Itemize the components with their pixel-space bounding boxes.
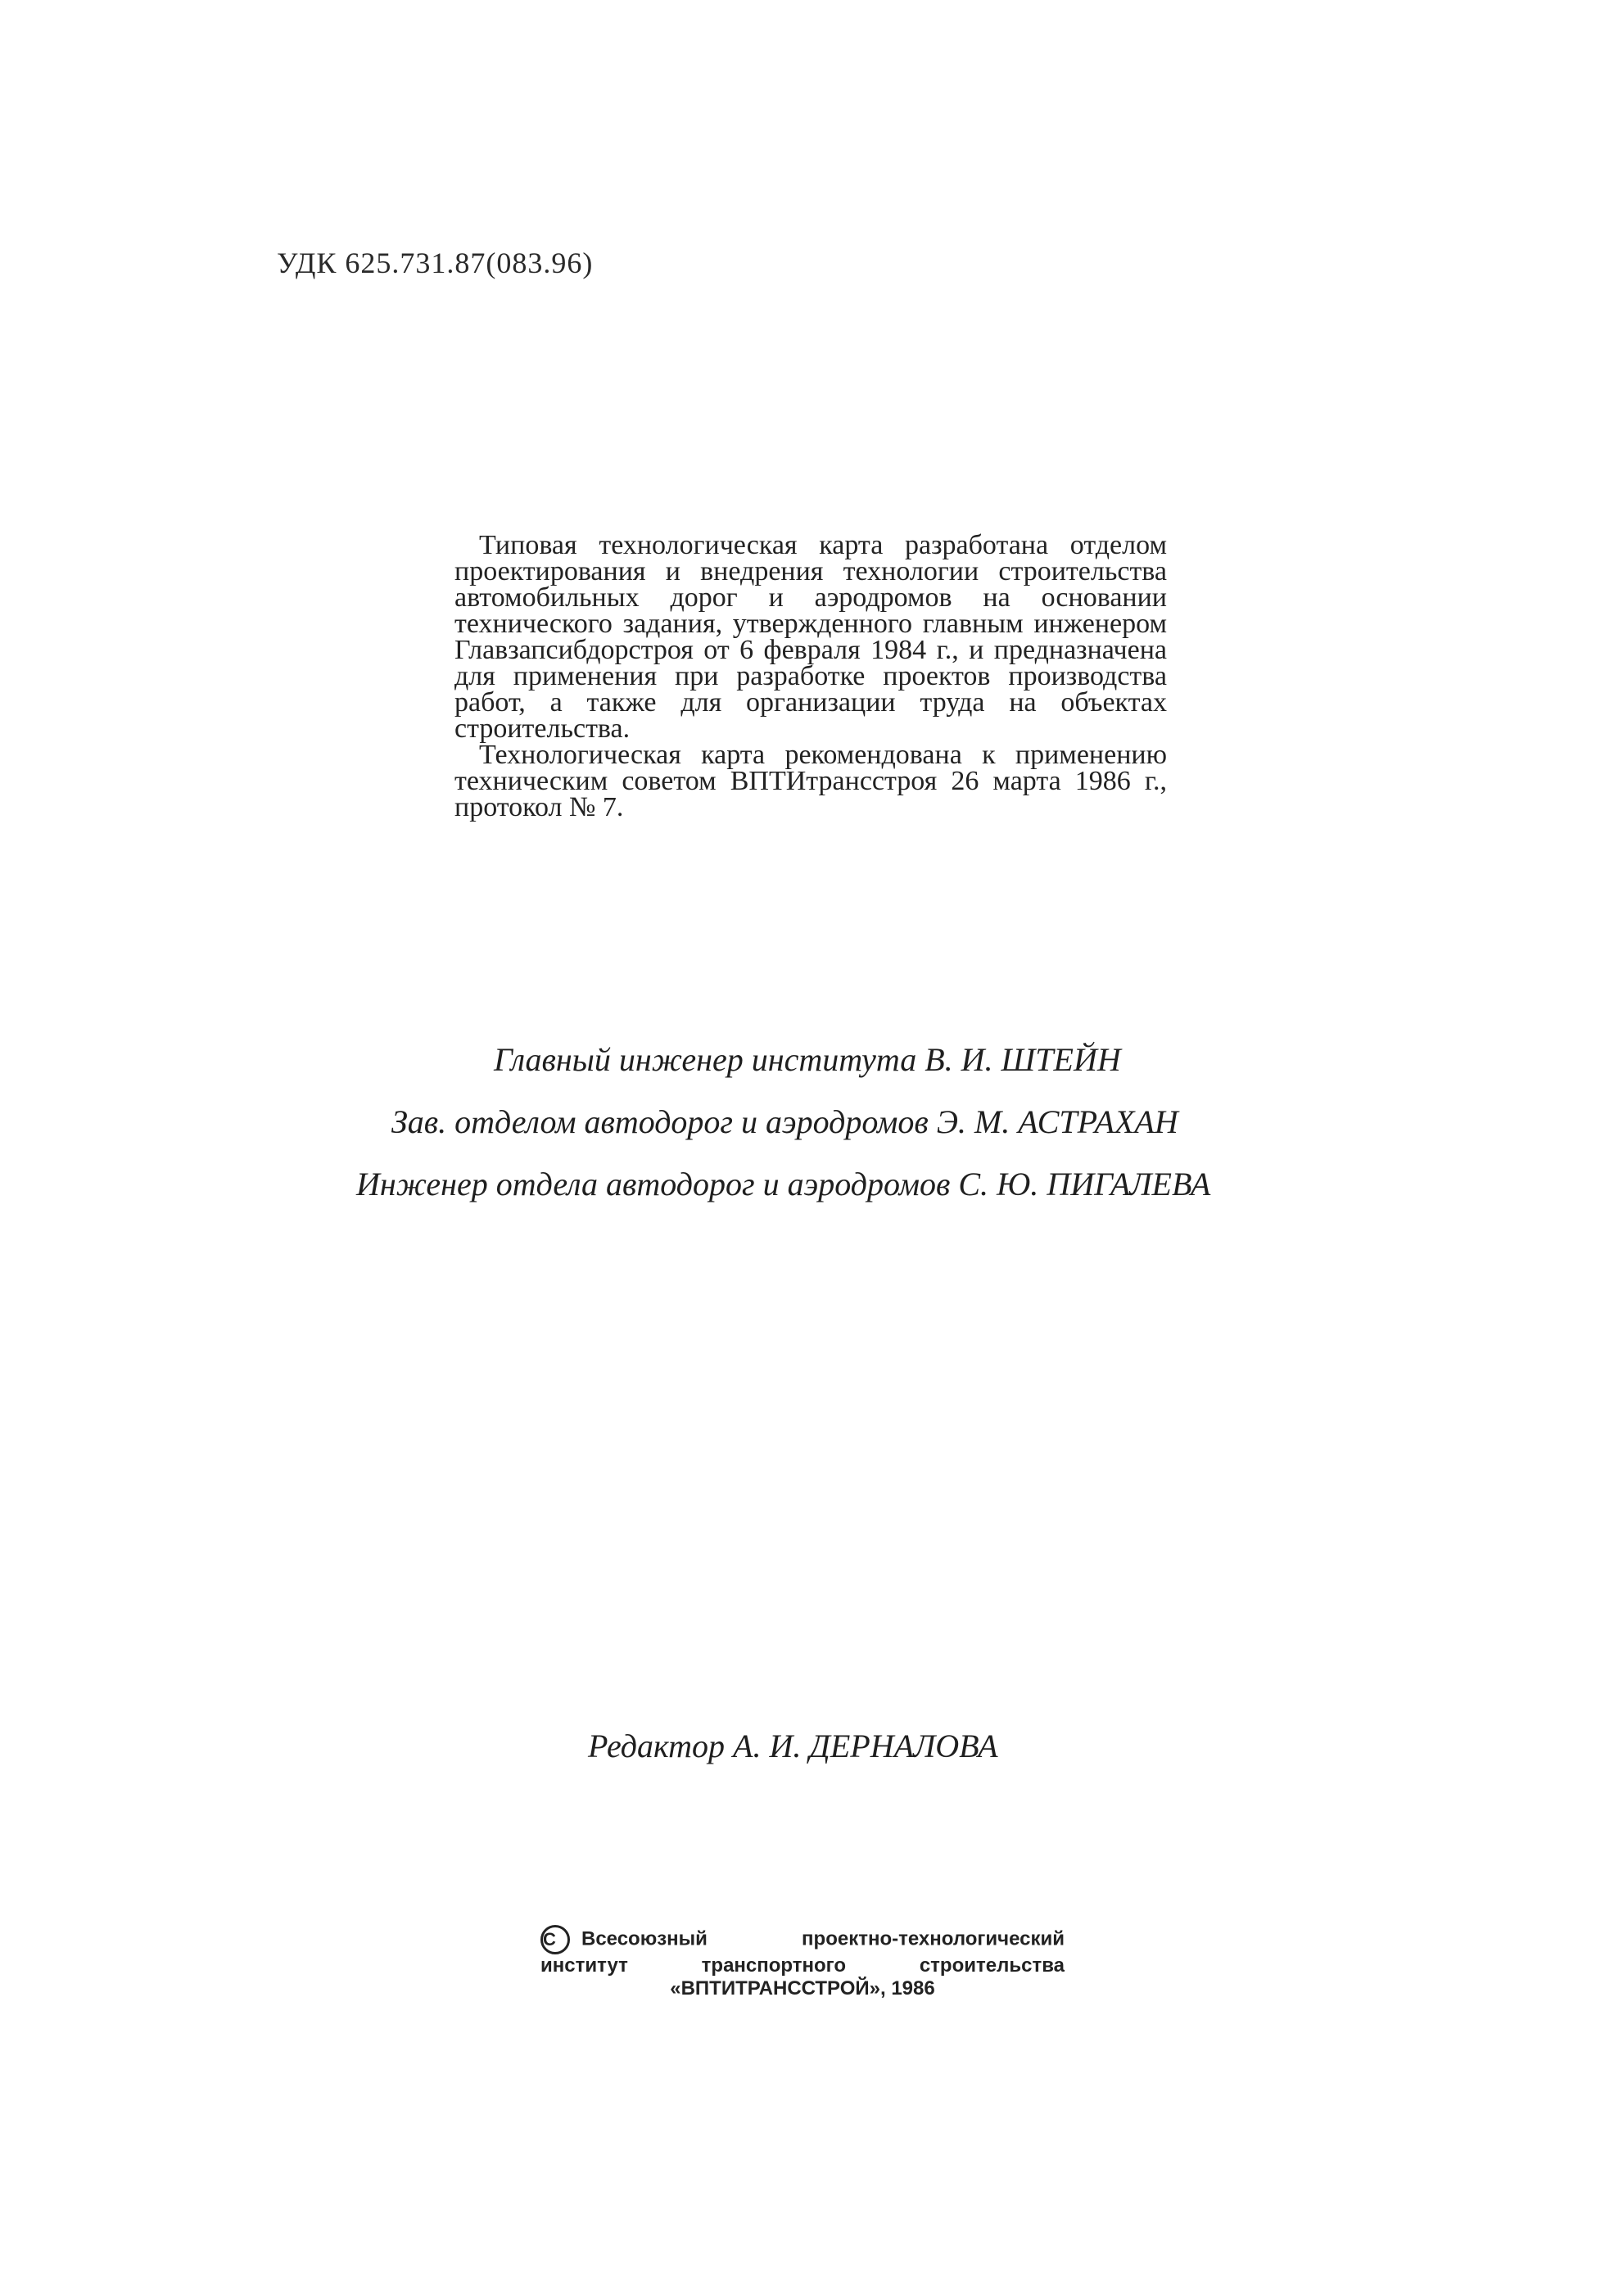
editor-credit: Редактор А. И. ДЕРНАЛОВА [588, 1728, 998, 1764]
credit-department-head: Зав. отделом автодорог и аэродромов Э. М. АСТРАХАН [391, 1103, 1178, 1140]
credit-chief-engineer: Главный инженер института В. И. ШТЕЙН [494, 1041, 1121, 1078]
credit-engineer: Инженер отдела автодорог и аэродромов С. Ю. ПИГАЛЕВА [356, 1166, 1211, 1202]
copyright-icon: C [540, 1925, 570, 1954]
udk-code: УДК 625.731.87(083.96) [277, 247, 594, 279]
copyright-block [540, 1925, 1065, 2000]
abstract-paragraph-1: Типовая технологическая карта разработана отделом проектирования и внедрения технологии строительства автомобильных дорог и аэродромов на основании технического задания, утвержденного главным инженером Главзапсибдорстроя от 6 февраля 1984 г., и предназначена для применения при разработке проектов производства работ, а также для организации труда на объектах строительства. [454, 530, 1167, 744]
copyright-line-1: Всесоюзный проектно-технологический [581, 1927, 1065, 1950]
copyright-line-3: «ВПТИТРАНССТРОЙ», 1986 [670, 1977, 935, 1999]
copyright-line-2: институт транспортного строительства [540, 1954, 1065, 1977]
abstract-paragraph-2: Технологическая карта рекомендована к применению техническим советом ВПТИтрансстроя 26 марта 1986 г., протокол № 7. [454, 740, 1167, 822]
abstract-block [454, 532, 1167, 821]
copyright-row-1 [540, 1925, 1065, 1954]
